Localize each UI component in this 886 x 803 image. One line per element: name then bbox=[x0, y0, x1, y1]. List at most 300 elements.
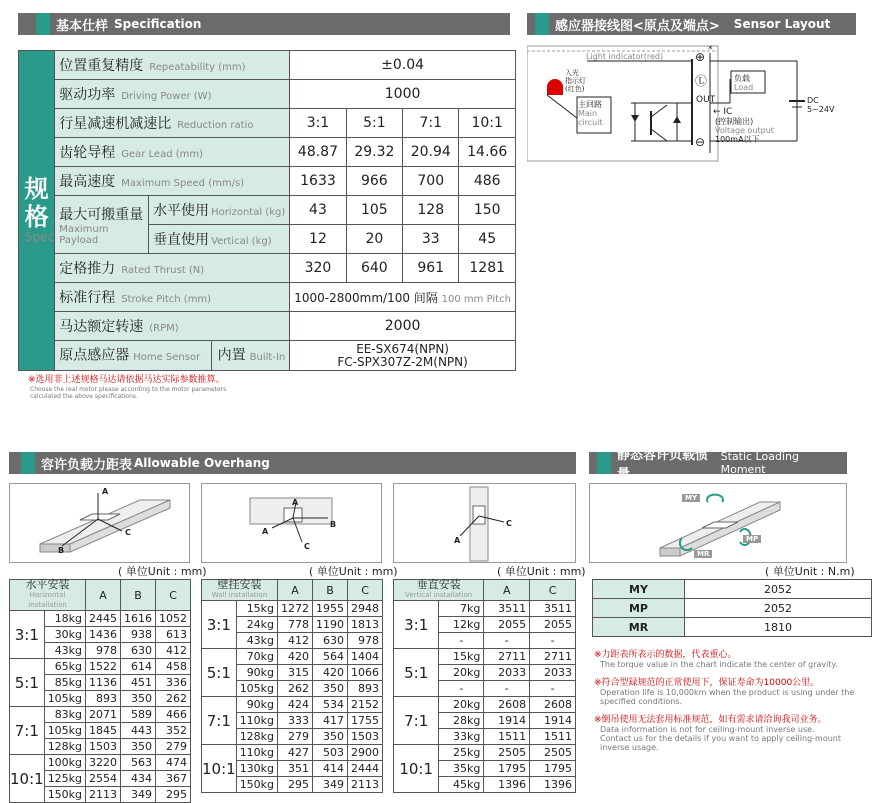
moment-rail-svg bbox=[590, 484, 848, 564]
value-cell: 350 bbox=[313, 681, 348, 697]
speed-cn: 最高速度 bbox=[59, 174, 116, 190]
wall-rail-svg bbox=[202, 484, 383, 564]
sensor-title-cn: 感应器接线图<原点及端点> bbox=[555, 18, 720, 34]
moment-notes bbox=[594, 641, 874, 752]
h-col-b: B bbox=[121, 580, 156, 611]
spec-title-en: Specification bbox=[114, 17, 202, 31]
ratio-cell: 10:1 bbox=[10, 755, 45, 803]
table-row bbox=[10, 659, 191, 675]
value-cell: 474 bbox=[156, 755, 191, 771]
table-row bbox=[202, 745, 383, 761]
load-cell: 45kg bbox=[439, 777, 484, 793]
ic-desc bbox=[715, 117, 774, 144]
home-value bbox=[290, 341, 516, 371]
value-cell: 2113 bbox=[348, 777, 383, 793]
ratio-label bbox=[55, 109, 290, 138]
moment-value: 2052 bbox=[685, 580, 872, 599]
horizontal-rail-svg bbox=[10, 484, 191, 564]
note-cn: ※倒吊使用无法套用标准规范，如有需求请洽询我司业务。 bbox=[594, 715, 827, 725]
value-cell: 2505 bbox=[484, 745, 530, 761]
ic-ma: 100mA以下 bbox=[715, 135, 760, 144]
sensor-header bbox=[527, 13, 856, 35]
table-row bbox=[202, 649, 383, 665]
home-en: Home Sensor bbox=[133, 351, 201, 363]
payload-v-value: 12 bbox=[290, 225, 346, 254]
spec-row-lead bbox=[19, 138, 516, 167]
load-cell: 18kg bbox=[44, 611, 85, 627]
lamp-cn-2: 指示灯 bbox=[565, 77, 586, 85]
table-header bbox=[10, 580, 191, 611]
value-cell: 2055 bbox=[484, 617, 530, 633]
value-cell: 564 bbox=[313, 649, 348, 665]
spec-row-ratio bbox=[19, 109, 516, 138]
spec-side-cn: 规格 bbox=[24, 175, 49, 231]
load-cell: 105kg bbox=[44, 723, 85, 739]
stroke-value-en: 100 mm Pitch bbox=[441, 293, 511, 305]
value-cell: 351 bbox=[278, 761, 313, 777]
ratio-cn: 行星减速机减速比 bbox=[59, 116, 172, 132]
value-cell: 2608 bbox=[530, 697, 576, 713]
v-title-cn: 垂直安装 bbox=[416, 578, 461, 591]
minus-terminal-icon: ⊖ bbox=[695, 135, 706, 149]
table-row bbox=[202, 697, 383, 713]
mp-label: MP bbox=[743, 535, 761, 543]
vertical-diagram bbox=[393, 483, 576, 563]
rail-front bbox=[40, 544, 70, 552]
value-cell: 1955 bbox=[313, 601, 348, 617]
axis-c-label: C bbox=[125, 528, 131, 537]
wall-axis-a-label: A bbox=[292, 498, 299, 507]
table-header bbox=[202, 580, 383, 601]
note-en: Data information is not for ceiling-mount inverse use. bbox=[600, 725, 815, 734]
value-cell: 2445 bbox=[86, 611, 121, 627]
value-cell: 563 bbox=[121, 755, 156, 771]
out-label: OUT bbox=[696, 95, 716, 105]
value-cell: 630 bbox=[121, 643, 156, 659]
stroke-value bbox=[290, 283, 516, 312]
value-cell: 451 bbox=[121, 675, 156, 691]
sensor-title-en: Sensor Layout bbox=[733, 17, 831, 31]
ratio-cell: 7:1 bbox=[10, 707, 45, 755]
thrust-cn: 定格推力 bbox=[59, 261, 116, 277]
payload-v-value: 20 bbox=[346, 225, 402, 254]
value-cell: 893 bbox=[348, 681, 383, 697]
home-divider bbox=[211, 341, 212, 370]
sensor-diagram bbox=[527, 43, 856, 165]
spec-row-thrust bbox=[19, 254, 516, 283]
moment-value: 1810 bbox=[685, 618, 872, 637]
repeat-value: ±0.04 bbox=[290, 51, 516, 80]
load-cell: 15kg bbox=[439, 649, 484, 665]
load-cell: 12kg bbox=[439, 617, 484, 633]
load-cell: 150kg bbox=[44, 787, 85, 803]
value-cell: 349 bbox=[313, 777, 348, 793]
h-col-a: A bbox=[86, 580, 121, 611]
w-table-title bbox=[202, 580, 278, 601]
spec-row-home bbox=[19, 341, 516, 371]
payload-v-en: Vertical (kg) bbox=[211, 236, 272, 247]
value-cell: 333 bbox=[278, 713, 313, 729]
value-cell: 458 bbox=[156, 659, 191, 675]
home-value-2: FC-SPX307Z-2M(NPN) bbox=[337, 354, 468, 369]
value-cell: 420 bbox=[313, 665, 348, 681]
ratio-cell: 10:1 bbox=[202, 745, 237, 793]
speed-value: 700 bbox=[403, 167, 459, 196]
value-cell: - bbox=[530, 633, 576, 649]
ratio-cell: 5:1 bbox=[202, 649, 237, 697]
dc-voltage: 5~24V bbox=[807, 105, 835, 114]
value-cell: 1436 bbox=[86, 627, 121, 643]
ratio-cell: 7:1 bbox=[394, 697, 439, 745]
horizontal-overhang-table bbox=[9, 579, 191, 803]
home-value-1: EE-SX674(NPN) bbox=[356, 341, 449, 356]
value-cell: 1755 bbox=[348, 713, 383, 729]
my-label: MY bbox=[682, 494, 700, 502]
ratio-cell: 3:1 bbox=[10, 611, 45, 659]
h-table-title bbox=[10, 580, 86, 611]
stroke-cn: 标准行程 bbox=[59, 290, 116, 306]
ic-en: Voltage output bbox=[715, 126, 774, 135]
lead-label bbox=[55, 138, 290, 167]
light-indicator-label: Light indicator(red) bbox=[586, 52, 664, 61]
mr-label: MR bbox=[694, 550, 712, 558]
header-accent bbox=[36, 13, 50, 35]
lead-en: Gear Lead (mm) bbox=[121, 149, 204, 160]
payload-h-value: 150 bbox=[459, 196, 515, 225]
value-cell: 1813 bbox=[348, 617, 383, 633]
spec-note-en-1: Choose the real motor please according to the motor parameters bbox=[30, 386, 227, 393]
value-cell: 1503 bbox=[348, 729, 383, 745]
payload-h-cn: 水平使用 bbox=[153, 203, 210, 219]
lead-cn: 齿轮导程 bbox=[59, 145, 116, 161]
speed-value: 966 bbox=[346, 167, 402, 196]
value-cell: 589 bbox=[121, 707, 156, 723]
home-label bbox=[55, 341, 290, 371]
lead-value: 29.32 bbox=[346, 138, 402, 167]
payload-h-label bbox=[149, 196, 290, 225]
spec-title-cn: 基本仕样 bbox=[56, 18, 109, 34]
built-cn: 内置 bbox=[217, 347, 246, 364]
note-en: Operation life is 10,000km when the product is using under the bbox=[600, 688, 855, 697]
spec-side-label bbox=[19, 51, 55, 371]
load-cell: 85kg bbox=[44, 675, 85, 691]
value-cell: 2055 bbox=[530, 617, 576, 633]
table-row bbox=[394, 601, 576, 617]
speed-value: 486 bbox=[459, 167, 515, 196]
moment-key: MP bbox=[593, 599, 685, 618]
value-cell: 420 bbox=[278, 649, 313, 665]
built-en: Built-In bbox=[249, 351, 286, 363]
moment-key: MR bbox=[593, 618, 685, 637]
value-cell: 630 bbox=[313, 633, 348, 649]
thrust-value: 320 bbox=[290, 254, 346, 283]
main-circuit-label bbox=[578, 100, 610, 127]
moment-unit: ( 单位Unit : N.m) bbox=[765, 565, 855, 578]
wall-axis-b-label: B bbox=[330, 520, 337, 529]
value-cell: 336 bbox=[156, 675, 191, 691]
header-accent bbox=[21, 452, 35, 474]
value-cell: 778 bbox=[278, 617, 313, 633]
ratio-cell: 10:1 bbox=[394, 745, 439, 793]
ratio-value: 3:1 bbox=[290, 109, 346, 138]
payload-en: Maximum Payload bbox=[59, 223, 109, 246]
transistor-c bbox=[651, 105, 667, 117]
load-cell: 125kg bbox=[44, 771, 85, 787]
moment-value: 2052 bbox=[685, 599, 872, 618]
spec-table bbox=[18, 50, 516, 371]
value-cell: 614 bbox=[121, 659, 156, 675]
axis-b-label: B bbox=[58, 546, 65, 555]
stroke-value-cn: 1000-2800mm/100 间隔 bbox=[294, 290, 438, 305]
value-cell: 1272 bbox=[278, 601, 313, 617]
value-cell: - bbox=[484, 633, 530, 649]
ratio-en: Reduction ratio bbox=[177, 120, 254, 131]
value-cell: 1795 bbox=[484, 761, 530, 777]
lamp-wire bbox=[547, 95, 577, 118]
thrust-en: Rated Thrust (N) bbox=[121, 265, 205, 276]
load-cell: 30kg bbox=[44, 627, 85, 643]
moment-diagram bbox=[589, 483, 847, 563]
value-cell: 295 bbox=[278, 777, 313, 793]
value-cell: 1052 bbox=[156, 611, 191, 627]
note-en: specified conditions. bbox=[600, 697, 683, 706]
moment-row bbox=[593, 580, 872, 599]
value-cell: 434 bbox=[121, 771, 156, 787]
ratio-value: 10:1 bbox=[459, 109, 515, 138]
table-row bbox=[394, 697, 576, 713]
load-cn: 负载 bbox=[734, 74, 750, 83]
value-cell: 1396 bbox=[530, 777, 576, 793]
value-cell: 262 bbox=[278, 681, 313, 697]
power-cn: 驱动功率 bbox=[59, 87, 116, 103]
value-cell: 1511 bbox=[530, 729, 576, 745]
rpm-en: (RPM) bbox=[149, 323, 179, 334]
value-cell: 2711 bbox=[530, 649, 576, 665]
value-cell: 978 bbox=[86, 643, 121, 659]
v-col-a: A bbox=[484, 580, 530, 601]
load-cell: 25kg bbox=[439, 745, 484, 761]
h-title-cn: 水平安装 bbox=[25, 578, 70, 591]
l-terminal-icon: Ⓛ bbox=[695, 74, 708, 88]
value-cell: 1396 bbox=[484, 777, 530, 793]
dc-text: DC bbox=[807, 96, 819, 105]
vertical-rail-svg bbox=[394, 484, 577, 564]
spec-row-rpm bbox=[19, 312, 516, 341]
value-cell: - bbox=[530, 681, 576, 697]
value-cell: 1511 bbox=[484, 729, 530, 745]
load-cell: 35kg bbox=[439, 761, 484, 777]
value-cell: 978 bbox=[348, 633, 383, 649]
value-cell: 1616 bbox=[121, 611, 156, 627]
header-accent bbox=[535, 13, 549, 35]
v-unit: ( 单位Unit : mm) bbox=[497, 565, 586, 578]
table-row bbox=[394, 745, 576, 761]
load-cell: 33kg bbox=[439, 729, 484, 745]
value-cell: 350 bbox=[121, 691, 156, 707]
ic-text: IC bbox=[723, 107, 733, 117]
payload-label bbox=[55, 196, 149, 254]
spec-row-speed bbox=[19, 167, 516, 196]
value-cell: 938 bbox=[121, 627, 156, 643]
repeat-en: Repeatability (mm) bbox=[149, 62, 246, 73]
power-value: 1000 bbox=[290, 80, 516, 109]
wall-carriage bbox=[284, 508, 302, 522]
value-cell: 2505 bbox=[530, 745, 576, 761]
w-title-cn: 壁挂安装 bbox=[217, 578, 262, 591]
value-cell: 427 bbox=[278, 745, 313, 761]
value-cell: 279 bbox=[156, 739, 191, 755]
star-mark: * bbox=[708, 45, 713, 55]
speed-en: Maximum Speed (mm/s) bbox=[121, 178, 245, 189]
home-cn: 原点感应器 bbox=[59, 347, 130, 364]
value-cell: 1190 bbox=[313, 617, 348, 633]
payload-h-value: 43 bbox=[290, 196, 346, 225]
load-cell: 15kg bbox=[236, 601, 277, 617]
stroke-label bbox=[55, 283, 290, 312]
moment-header bbox=[589, 448, 847, 482]
payload-h-en: Horizontal (kg) bbox=[211, 207, 286, 218]
load-cell: 110kg bbox=[236, 713, 277, 729]
value-cell: 2900 bbox=[348, 745, 383, 761]
value-cell: 1795 bbox=[530, 761, 576, 777]
table-row bbox=[394, 649, 576, 665]
value-cell: 352 bbox=[156, 723, 191, 739]
speed-label bbox=[55, 167, 290, 196]
my-arrow-icon bbox=[707, 495, 723, 502]
v-table-title bbox=[394, 580, 484, 601]
value-cell: 893 bbox=[86, 691, 121, 707]
moment-row bbox=[593, 618, 872, 637]
payload-v-value: 45 bbox=[459, 225, 515, 254]
load-cell: 128kg bbox=[236, 729, 277, 745]
stroke-en: Stroke Pitch (mm) bbox=[121, 294, 212, 305]
payload-h-value: 105 bbox=[346, 196, 402, 225]
value-cell: 2608 bbox=[484, 697, 530, 713]
payload-h-value: 128 bbox=[403, 196, 459, 225]
value-cell: 3511 bbox=[530, 601, 576, 617]
thrust-value: 1281 bbox=[459, 254, 515, 283]
thrust-label bbox=[55, 254, 290, 283]
load-cell: 20kg bbox=[439, 665, 484, 681]
lead-value: 14.66 bbox=[459, 138, 515, 167]
main-en-2: circuit bbox=[578, 118, 603, 127]
v-title-en: Vertical installation bbox=[405, 591, 473, 599]
value-cell: 2554 bbox=[86, 771, 121, 787]
power-en: Driving Power (W) bbox=[121, 91, 212, 102]
value-cell: 424 bbox=[278, 697, 313, 713]
ratio-cell: 3:1 bbox=[202, 601, 237, 649]
value-cell: 367 bbox=[156, 771, 191, 787]
transistor-e bbox=[651, 129, 667, 141]
value-cell: - bbox=[484, 681, 530, 697]
load-cell: 28kg bbox=[439, 713, 484, 729]
table-row bbox=[202, 601, 383, 617]
speed-value: 1633 bbox=[290, 167, 346, 196]
value-cell: 1503 bbox=[86, 739, 121, 755]
lead-value: 48.87 bbox=[290, 138, 346, 167]
load-cell: 110kg bbox=[236, 745, 277, 761]
main-en-1: Main bbox=[578, 109, 598, 118]
value-cell: 1914 bbox=[530, 713, 576, 729]
axis-a-label: A bbox=[102, 487, 109, 496]
lead-value: 20.94 bbox=[403, 138, 459, 167]
value-cell: 279 bbox=[278, 729, 313, 745]
value-cell: 2711 bbox=[484, 649, 530, 665]
vertical-overhang-table bbox=[393, 579, 576, 793]
rpm-value: 2000 bbox=[290, 312, 516, 341]
load-cell: 43kg bbox=[44, 643, 85, 659]
note-en: Contact us for the details if you want to apply ceiling-mount bbox=[600, 734, 841, 743]
h-col-c: C bbox=[156, 580, 191, 611]
h-title-en: Horizontal installation bbox=[28, 591, 67, 609]
header-accent bbox=[597, 452, 611, 474]
overhang-title-cn: 容许负载力距表 bbox=[41, 457, 133, 473]
vertical-axis-a-label: A bbox=[454, 536, 461, 545]
value-cell: 1914 bbox=[484, 713, 530, 729]
vertical-axis-c-label: C bbox=[506, 519, 512, 528]
load-cell: 65kg bbox=[44, 659, 85, 675]
thrust-value: 640 bbox=[346, 254, 402, 283]
load-cell: - bbox=[439, 681, 484, 697]
value-cell: 534 bbox=[313, 697, 348, 713]
repeat-label bbox=[55, 51, 290, 80]
payload-cn: 最大可搬重量 bbox=[59, 206, 144, 223]
lamp-cn-3: (红色) bbox=[565, 85, 585, 93]
spec-row-payload-h bbox=[19, 196, 516, 225]
load-en: Load bbox=[734, 83, 754, 92]
load-cell: 24kg bbox=[236, 617, 277, 633]
lamp-label bbox=[565, 69, 586, 93]
vertical-carriage bbox=[473, 506, 485, 524]
value-cell: 2152 bbox=[348, 697, 383, 713]
load-label bbox=[734, 74, 753, 92]
overhang-title-en: Allowable Overhang bbox=[134, 456, 270, 470]
value-cell: 350 bbox=[313, 729, 348, 745]
load-cell: 100kg bbox=[44, 755, 85, 771]
moment-rail-front bbox=[660, 548, 680, 556]
value-cell: 2071 bbox=[86, 707, 121, 723]
load-cell: 105kg bbox=[44, 691, 85, 707]
wall-overhang-table bbox=[201, 579, 383, 793]
value-cell: 414 bbox=[313, 761, 348, 777]
moment-title-cn: 静态容许负载惯量 bbox=[616, 448, 708, 482]
moment-rail-side bbox=[680, 502, 780, 556]
ratio-cell: 5:1 bbox=[394, 649, 439, 697]
rpm-cn: 马达额定转速 bbox=[59, 319, 144, 335]
value-cell: 295 bbox=[156, 787, 191, 803]
value-cell: 2033 bbox=[484, 665, 530, 681]
load-cell: 43kg bbox=[236, 633, 277, 649]
w-unit: ( 单位Unit : mm) bbox=[309, 565, 398, 578]
value-cell: 349 bbox=[121, 787, 156, 803]
value-cell: 350 bbox=[121, 739, 156, 755]
moment-key: MY bbox=[593, 580, 685, 599]
value-cell: 1404 bbox=[348, 649, 383, 665]
value-cell: 412 bbox=[278, 633, 313, 649]
rpm-label bbox=[55, 312, 290, 341]
ic-cn: (控制输出) bbox=[715, 117, 754, 126]
value-cell: 613 bbox=[156, 627, 191, 643]
w-col-a: A bbox=[278, 580, 313, 601]
load-cell: - bbox=[439, 633, 484, 649]
value-cell: 3511 bbox=[484, 601, 530, 617]
spec-row-repeat bbox=[19, 51, 516, 80]
moment-row bbox=[593, 599, 872, 618]
spec-row-power bbox=[19, 80, 516, 109]
spec-row-stroke bbox=[19, 283, 516, 312]
load-cell: 83kg bbox=[44, 707, 85, 723]
ratio-cell: 7:1 bbox=[202, 697, 237, 745]
